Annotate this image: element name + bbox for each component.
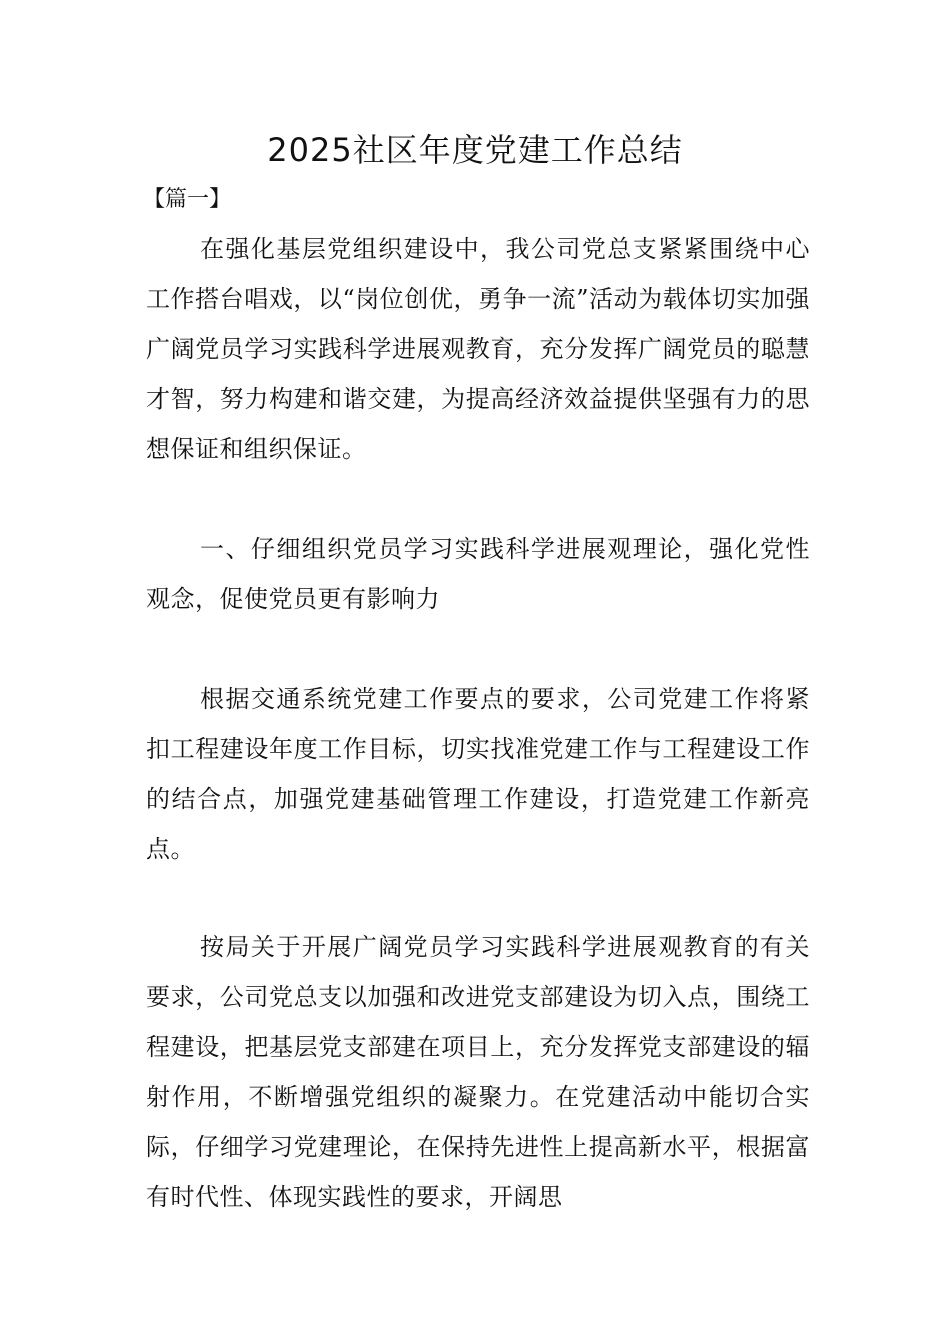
section-tag: 【篇一】 [143, 187, 232, 212]
paragraph-1: 在强化基层党组织建设中，我公司党总支紧紧围绕中心工作搭台唱戏，以“岗位创优，勇争一流”活动为载体切实加强广阔党员学习实践科学进展观教育，充分发挥广阔党员的聪慧才智，努力构建和谐交建，为提高经济效益提供坚强有力的思想保证和组织保证。 [146, 235, 810, 463]
paragraph-3: 根据交通系统党建工作要点的要求，公司党建工作将紧扣工程建设年度工作目标，切实找准党建工作与工程建设工作的结合点，加强党建基础管理工作建设，打造党建工作新亮点。 [146, 685, 810, 863]
document-title: 2025社区年度党建工作总结 [267, 131, 683, 169]
paragraph-4: 按局关于开展广阔党员学习实践科学进展观教育的有关要求，公司党总支以加强和改进党支部建设为切入点，围绕工程建设，把基层党支部建在项目上，充分发挥党支部建设的辐射作用，不断增强党组织的凝聚力。在党建活动中能切合实际，仔细学习党建理论，在保持先进性上提高新水平，根据富有时代性、体现实践性的要求，开阔思 [146, 933, 810, 1211]
paragraph-2-heading: 一、仔细组织党员学习实践科学进展观理论，强化党性观念，促使党员更有影响力 [146, 535, 810, 613]
